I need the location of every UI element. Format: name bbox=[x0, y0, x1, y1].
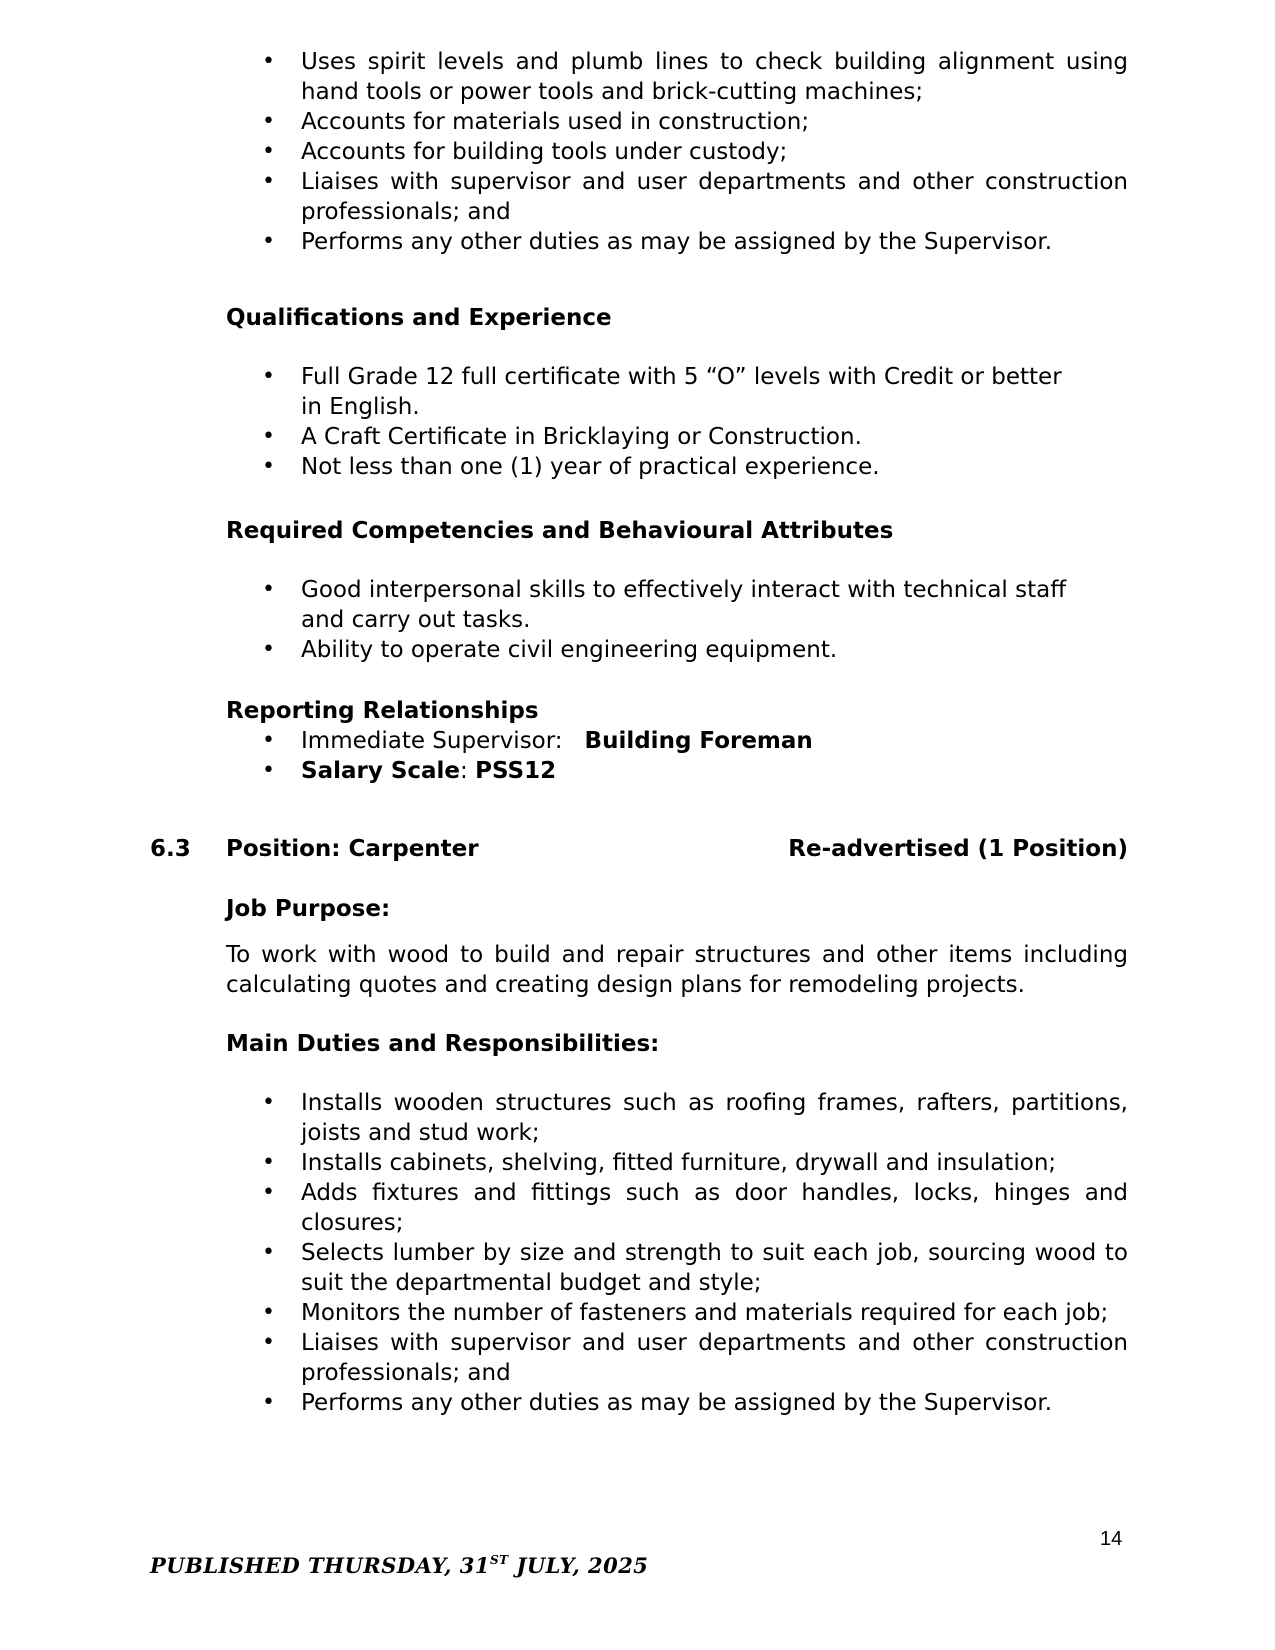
competencies-block bbox=[226, 575, 1128, 665]
list-item: • Ability to operate civil engineering equipment. bbox=[226, 635, 1128, 665]
bricklayer-duties-block bbox=[226, 47, 1128, 257]
list-item: • Monitors the number of fasteners and materials required for each job; bbox=[226, 1298, 1128, 1328]
list-item: • Accounts for materials used in construction; bbox=[226, 107, 1128, 137]
section-title: Position: Carpenter bbox=[226, 836, 479, 862]
reporting-heading: Reporting Relationships bbox=[226, 698, 539, 724]
reporting-list bbox=[226, 726, 1128, 786]
qualifications-block bbox=[226, 362, 1128, 482]
list-item: • Full Grade 12 full certificate with 5 “O” levels with Credit or better in English. bbox=[226, 362, 1128, 422]
page-number: 14 bbox=[1100, 1528, 1123, 1550]
footer-superscript: ST bbox=[489, 1553, 509, 1567]
list-item: • Installs wooden structures such as roofing frames, rafters, partitions, joists and stud work; bbox=[226, 1088, 1128, 1148]
job-purpose-text: To work with wood to build and repair structures and other items including calculating quotes and creating design plans for remodeling projects. bbox=[226, 942, 1128, 998]
duties-heading: Main Duties and Responsibilities: bbox=[226, 1031, 660, 1057]
salary-label: Salary Scale bbox=[301, 758, 461, 784]
qualifications-list bbox=[226, 362, 1128, 482]
supervisor-label: Immediate Supervisor: bbox=[301, 728, 563, 754]
bricklayer-duties-list bbox=[226, 47, 1128, 257]
list-item: • Not less than one (1) year of practical experience. bbox=[226, 452, 1128, 482]
list-item: • Selects lumber by size and strength to suit each job, sourcing wood to suit the departmental budget and style; bbox=[226, 1238, 1128, 1298]
footer-prefix: PUBLISHED THURSDAY, 31 bbox=[150, 1553, 490, 1578]
competencies-list bbox=[226, 575, 1128, 665]
list-item: • Performs any other duties as may be assigned by the Supervisor. bbox=[226, 1388, 1128, 1418]
list-item: • A Craft Certificate in Bricklaying or Construction. bbox=[226, 422, 1128, 452]
list-item: • Uses spirit levels and plumb lines to check building alignment using hand tools or power tools and brick-cutting machines; bbox=[226, 47, 1128, 107]
footer-suffix: JULY, 2025 bbox=[508, 1553, 649, 1578]
list-item: • Accounts for building tools under custody; bbox=[226, 137, 1128, 167]
carpenter-duties-block bbox=[226, 1088, 1128, 1418]
list-item: • Installs cabinets, shelving, fitted furniture, drywall and insulation; bbox=[226, 1148, 1128, 1178]
supervisor-value: Building Foreman bbox=[584, 728, 813, 754]
qualifications-heading: Qualifications and Experience bbox=[226, 305, 612, 331]
section-note: Re-advertised (1 Position) bbox=[788, 836, 1128, 862]
list-item: • Liaises with supervisor and user departments and other construction professionals; and bbox=[226, 167, 1128, 227]
list-item: • Adds fixtures and fittings such as door handles, locks, hinges and closures; bbox=[226, 1178, 1128, 1238]
list-item: • Performs any other duties as may be assigned by the Supervisor. bbox=[226, 227, 1128, 257]
salary-item bbox=[226, 756, 1128, 786]
list-item: • Liaises with supervisor and user departments and other construction professionals; and bbox=[226, 1328, 1128, 1388]
salary-value: PSS12 bbox=[475, 758, 557, 784]
job-purpose-heading: Job Purpose: bbox=[226, 896, 391, 922]
carpenter-duties-list bbox=[226, 1088, 1128, 1418]
competencies-heading: Required Competencies and Behavioural Attributes bbox=[226, 518, 894, 544]
reporting-block bbox=[226, 726, 1128, 786]
list-item: • Good interpersonal skills to effectively interact with technical staff and carry out tasks. bbox=[226, 575, 1128, 635]
section-number: 6.3 bbox=[150, 836, 191, 862]
footer-published bbox=[150, 1553, 648, 1578]
salary-separator: : bbox=[460, 758, 476, 784]
supervisor-item bbox=[226, 726, 1128, 756]
